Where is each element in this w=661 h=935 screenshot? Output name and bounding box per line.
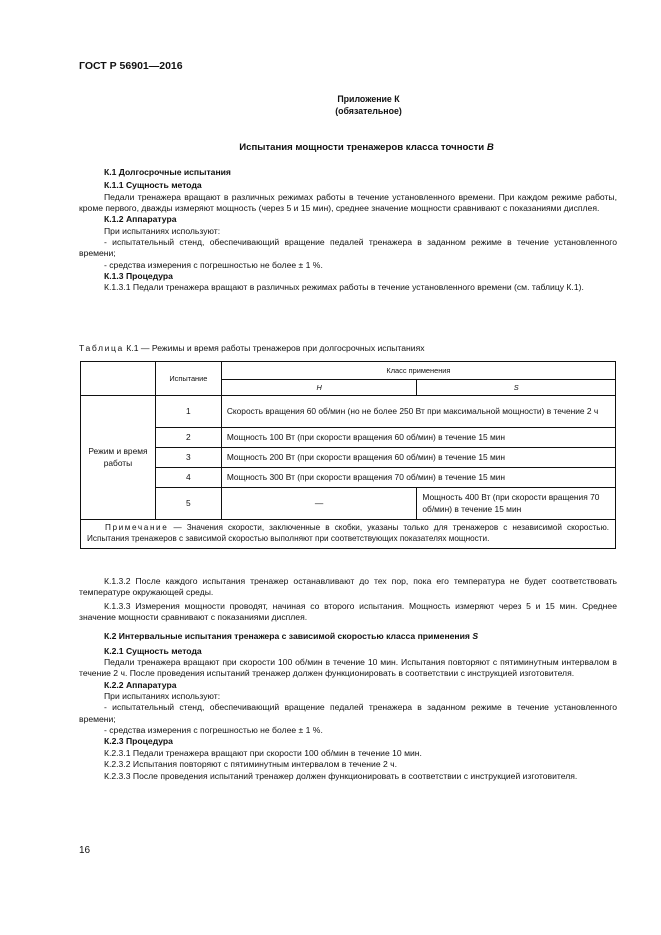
table-cell-test-number: 4: [155, 468, 221, 488]
section-k2-title: [79, 631, 617, 642]
section-k12-intro: При испытаниях используют:: [104, 225, 221, 236]
annex-title: Приложение К: [337, 94, 400, 104]
table-cell-mode: Скорость вращения 60 об/мин (но не более 250 Вт при максимальной мощности) в течение 2 ч: [221, 396, 615, 428]
section-k231-text: К.2.3.1 Педали тренажера вращают при скорости 100 об/мин в течение 10 мин.: [104, 747, 422, 758]
table-header-empty: [81, 362, 156, 396]
table-header-class: Класс применения: [221, 362, 615, 380]
section-k22-item2: - средства измерения с погрешностью не более ± 1 %.: [104, 725, 323, 736]
table-note-prefix: Примечание: [105, 523, 169, 532]
annex-heading: [0, 94, 661, 118]
table-cell-mode: Мощность 100 Вт (при скорости вращения 60 об/мин) в течение 15 мин: [221, 428, 615, 448]
table-caption-prefix: Таблица: [79, 343, 124, 353]
table-cell-test-number: 3: [155, 448, 221, 468]
section-k11-title: К.1.1 Сущность метода: [104, 180, 202, 191]
table-cell-mode-s: Мощность 400 Вт (при скорости вращения 70 об/мин) в течение 15 мин: [417, 488, 616, 520]
table-cell-mode-h: —: [221, 488, 417, 520]
table-caption: [79, 343, 425, 354]
page-number: 16: [79, 845, 91, 856]
table-note-text: — Значения скорости, заключенные в скобки, указаны только для тренажеров с независимой скоростью. Испытания тренажеров с зависимой скоростью выполняют при соответствующих показателях мощности.: [87, 523, 609, 543]
section-k12-item2: - средства измерения с погрешностью не более ± 1 %.: [104, 259, 323, 270]
document-title: [0, 142, 661, 155]
table-header-h: Н: [221, 380, 417, 396]
section-k21-title: К.2.1 Сущность метода: [104, 645, 202, 656]
table-k1: [80, 361, 616, 549]
section-k2-title-class: S: [472, 631, 479, 642]
table-header-s: S: [417, 380, 616, 396]
section-k2-title-text: К.2 Интервальные испытания тренажера с зависимой скоростью класса применения: [104, 631, 470, 642]
section-k232-text: К.2.3.2 Испытания повторяют с пятиминутным интервалом в течение 2 ч.: [104, 759, 398, 770]
table-cell-test-number: 1: [155, 396, 221, 428]
section-k1-title: К.1 Долгосрочные испытания: [104, 167, 231, 177]
table-row-label: Режим и время работы: [81, 396, 156, 520]
section-k22-intro: При испытаниях используют:: [104, 691, 221, 702]
section-k13-title: К.1.3 Процедура: [104, 271, 173, 282]
table-cell-mode: Мощность 200 Вт (при скорости вращения 60 об/мин) в течение 15 мин: [221, 448, 615, 468]
section-k21-text: Педали тренажера вращают при скорости 100 об/мин в течение 10 мин. Испытания повторяют с пятиминутным интервалом в течение 2 ч. После проведения испытаний тренажер должен функционировать в соответствии с инструкцией изготовителя.: [79, 657, 617, 679]
table-note: [81, 520, 616, 549]
document-title-text: Испытания мощности тренажеров класса точности: [239, 142, 485, 153]
section-k233-text: К.2.3.3 После проведения испытаний тренажер должен функционировать в соответствии с инструкцией изготовителя.: [104, 770, 578, 781]
section-k12-item1: - испытательный стенд, обеспечивающий вращение педалей тренажера в заданном режиме в течение установленного времени;: [79, 237, 617, 259]
section-k132-text: К.1.3.2 После каждого испытания тренажер останавливают до тех пор, пока его температура не будет соответствовать температуре окружающей среды.: [79, 576, 617, 598]
table-cell-test-number: 2: [155, 428, 221, 448]
section-k22-item1: - испытательный стенд, обеспечивающий вращение педалей тренажера в заданном режиме в течение установленного времени;: [79, 702, 617, 724]
table-cell-test-number: 5: [155, 488, 221, 520]
annex-status: (обязательное): [335, 105, 402, 116]
section-k12-title: К.1.2 Аппаратура: [104, 214, 177, 225]
section-k131-text: К.1.3.1 Педали тренажера вращают в различных режимах работы в течение установленного времени (см. таблицу К.1).: [104, 282, 584, 293]
table-cell-mode: Мощность 300 Вт (при скорости вращения 70 об/мин) в течение 15 мин: [221, 468, 615, 488]
section-k1-continued: [79, 576, 617, 782]
section-k22-title: К.2.2 Аппаратура: [104, 679, 177, 690]
section-k133-text: К.1.3.3 Измерения мощности проводят, начиная со второго испытания. Мощность измеряют через 5 и 15 мин. Среднее значение мощности сравнивают с показаниями дисплея.: [79, 600, 617, 623]
section-k23-title: К.2.3 Процедура: [104, 736, 173, 747]
table-caption-text: К.1 — Режимы и время работы тренажеров при долгосрочных испытаниях: [126, 343, 425, 353]
section-k11-text: Педали тренажера вращают в различных режимах работы в течение установленного времени. При каждом режиме работы, кроме первого, дважды измеряют мощность (через 5 и 15 мин), среднее значение мощности сравнивают с показаниями дисплея.: [79, 191, 617, 214]
document-title-class: В: [486, 142, 494, 153]
table-header-test: Испытание: [155, 362, 221, 396]
standard-header: ГОСТ Р 56901—2016: [79, 60, 183, 72]
section-k1: [79, 167, 617, 294]
